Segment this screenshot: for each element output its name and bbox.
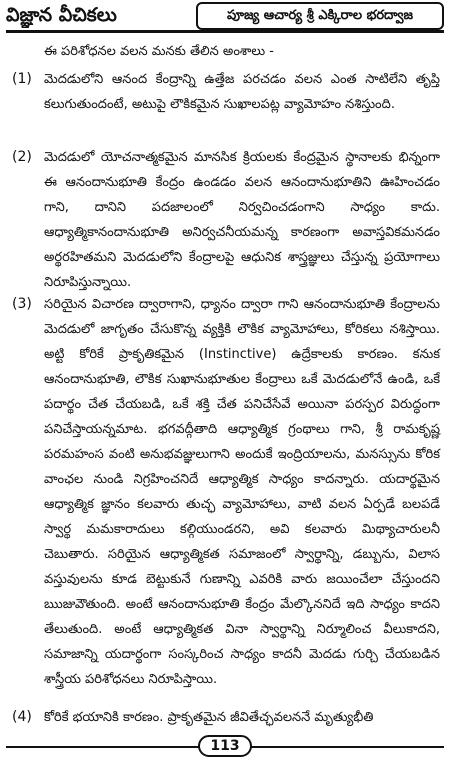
paragraph-text: మెదడులోని ఆనంద కేంద్రాన్ని ఉత్తేజ పరచడం వలన ఎంత సాటిలేని తృప్తి కలుగుతుందంటే, అటుపై లౌకికమైన సుఖాలపట్ల వ్యామోహం నశిస్తుంది. xyxy=(44,72,440,112)
page-number: 113 xyxy=(198,735,252,757)
header-divider xyxy=(6,30,444,33)
paragraph-number: (4) xyxy=(12,709,32,725)
paragraph-text: సరియైన విచారణ ద్వారాగాని, ధ్యానం ద్వారా గాని ఆనందానుభూతి కేంద్రాలను మెదడులో జాగృతం చేసుకొన్న వ్యక్తికి లౌకిక వ్యామోహాలు, కోరికలు నశిస్తాయి. అట్టి కోరికే ప్రాకృతికమైన (Instinctive) ఉద్రేకాలకు కారణం. కనుక ఆనందానుభూతి, లౌకిక సుఖానుభూతుల కేంద్రాలు ఒకే మెదడులోనే ఉండి, ఒకే పదార్థం చేత చేయబడి, ఒకే శక్తి చేత పనిచేసేవే అయినా పరస్పర విరుద్ధంగా పనిచేస్తాయన్నమాట. భగవద్గీతాది ఆధ్యాత్మిక గ్రంథాలు గాని, శ్రీ రామకృష్ణ పరమహంస వంటి అనుభవజ్ఞులుగాని అందుకే ఇంద్రియాలను, మనస్సును కోరిక వాంఛల నుండి నిగ్రహించనిదే ఆధ్యాత్మిక సాధ్యం కాదన్నారు. యదార్థమైన ఆధ్యాత్మిక జ్ఞానం కలవారు తుచ్ఛ వ్యామోహాలు, వాటి వలన ఏర్పడే బలపడే స్వార్థ మమకారాదులు కల్గియుండరని, అవి కలవారు మిథ్యాచారులనీ చెబుతారు. సరియైన ఆధ్యాత్మికత సమాజంలో స్వార్థాన్ని, డబ్బును, విలాస వస్తువులను కూడ బెట్టుకునే గుణాన్ని ఎవరికి వారు జయించేలా చేస్తుందని ఋజువౌతుంది. అంటే ఆనందానుభూతి కేంద్రం మేల్కొననిదే ఇది సాధ్యం కాదని తేలుతుంది. అంటే ఆధ్యాత్మికత వినా స్వార్థాన్ని నిర్మూలించ వీలుకాదని, సమాజాన్ని యదార్థంగా సంస్కరించ సాధ్యం కాదనీ మెదడు గుర్చి చేయబడిన శాస్త్రీయ పరిశోధనలు నిరూపిస్తాయి. xyxy=(44,297,440,687)
book-title: విజ్ఞాన వీచికలు xyxy=(6,4,117,26)
paragraph-text: మెదడులో యోచనాత్మకమైన మానసిక క్రియలకు కేంద్రమైన స్థానాలకు భిన్నంగా ఈ ఆనందానుభూతి కేంద్రం ఉండడం వలన ఆనందానుభూతిని ఊహించడం గాని, దానిని పదజాలంలో నిర్వచించడంగాని సాధ్యం కాదు. ఆధ్యాత్మికానందానుభూతి అనిర్వచనీయమన్న కారణంగా అవాస్తవికమనడం అర్థరహితమని మెదడులోని కేంద్రాలపై ఆధునిక శాస్త్రజ్ఞులు చేస్తున్న ప్రయోగాలు నిరూపిస్తున్నాయి. xyxy=(44,150,440,290)
paragraph-number: (2) xyxy=(12,149,32,165)
intro-line: ఈ పరిశోధనల వలన మనకు తేలిన అంశాలు - xyxy=(44,44,274,59)
author-name-box: పూజ్య ఆచార్య శ్రీ ఎక్కిరాల భరద్వాజ xyxy=(196,2,444,30)
paragraph-text: కోరికే భయానికి కారణం. ప్రాకృతమైన జీవితేచ్ఛవలననే మృత్యుభీతి xyxy=(44,710,374,725)
running-header xyxy=(0,0,450,34)
paragraph-number: (3) xyxy=(12,296,32,312)
paragraph-number: (1) xyxy=(12,71,32,87)
